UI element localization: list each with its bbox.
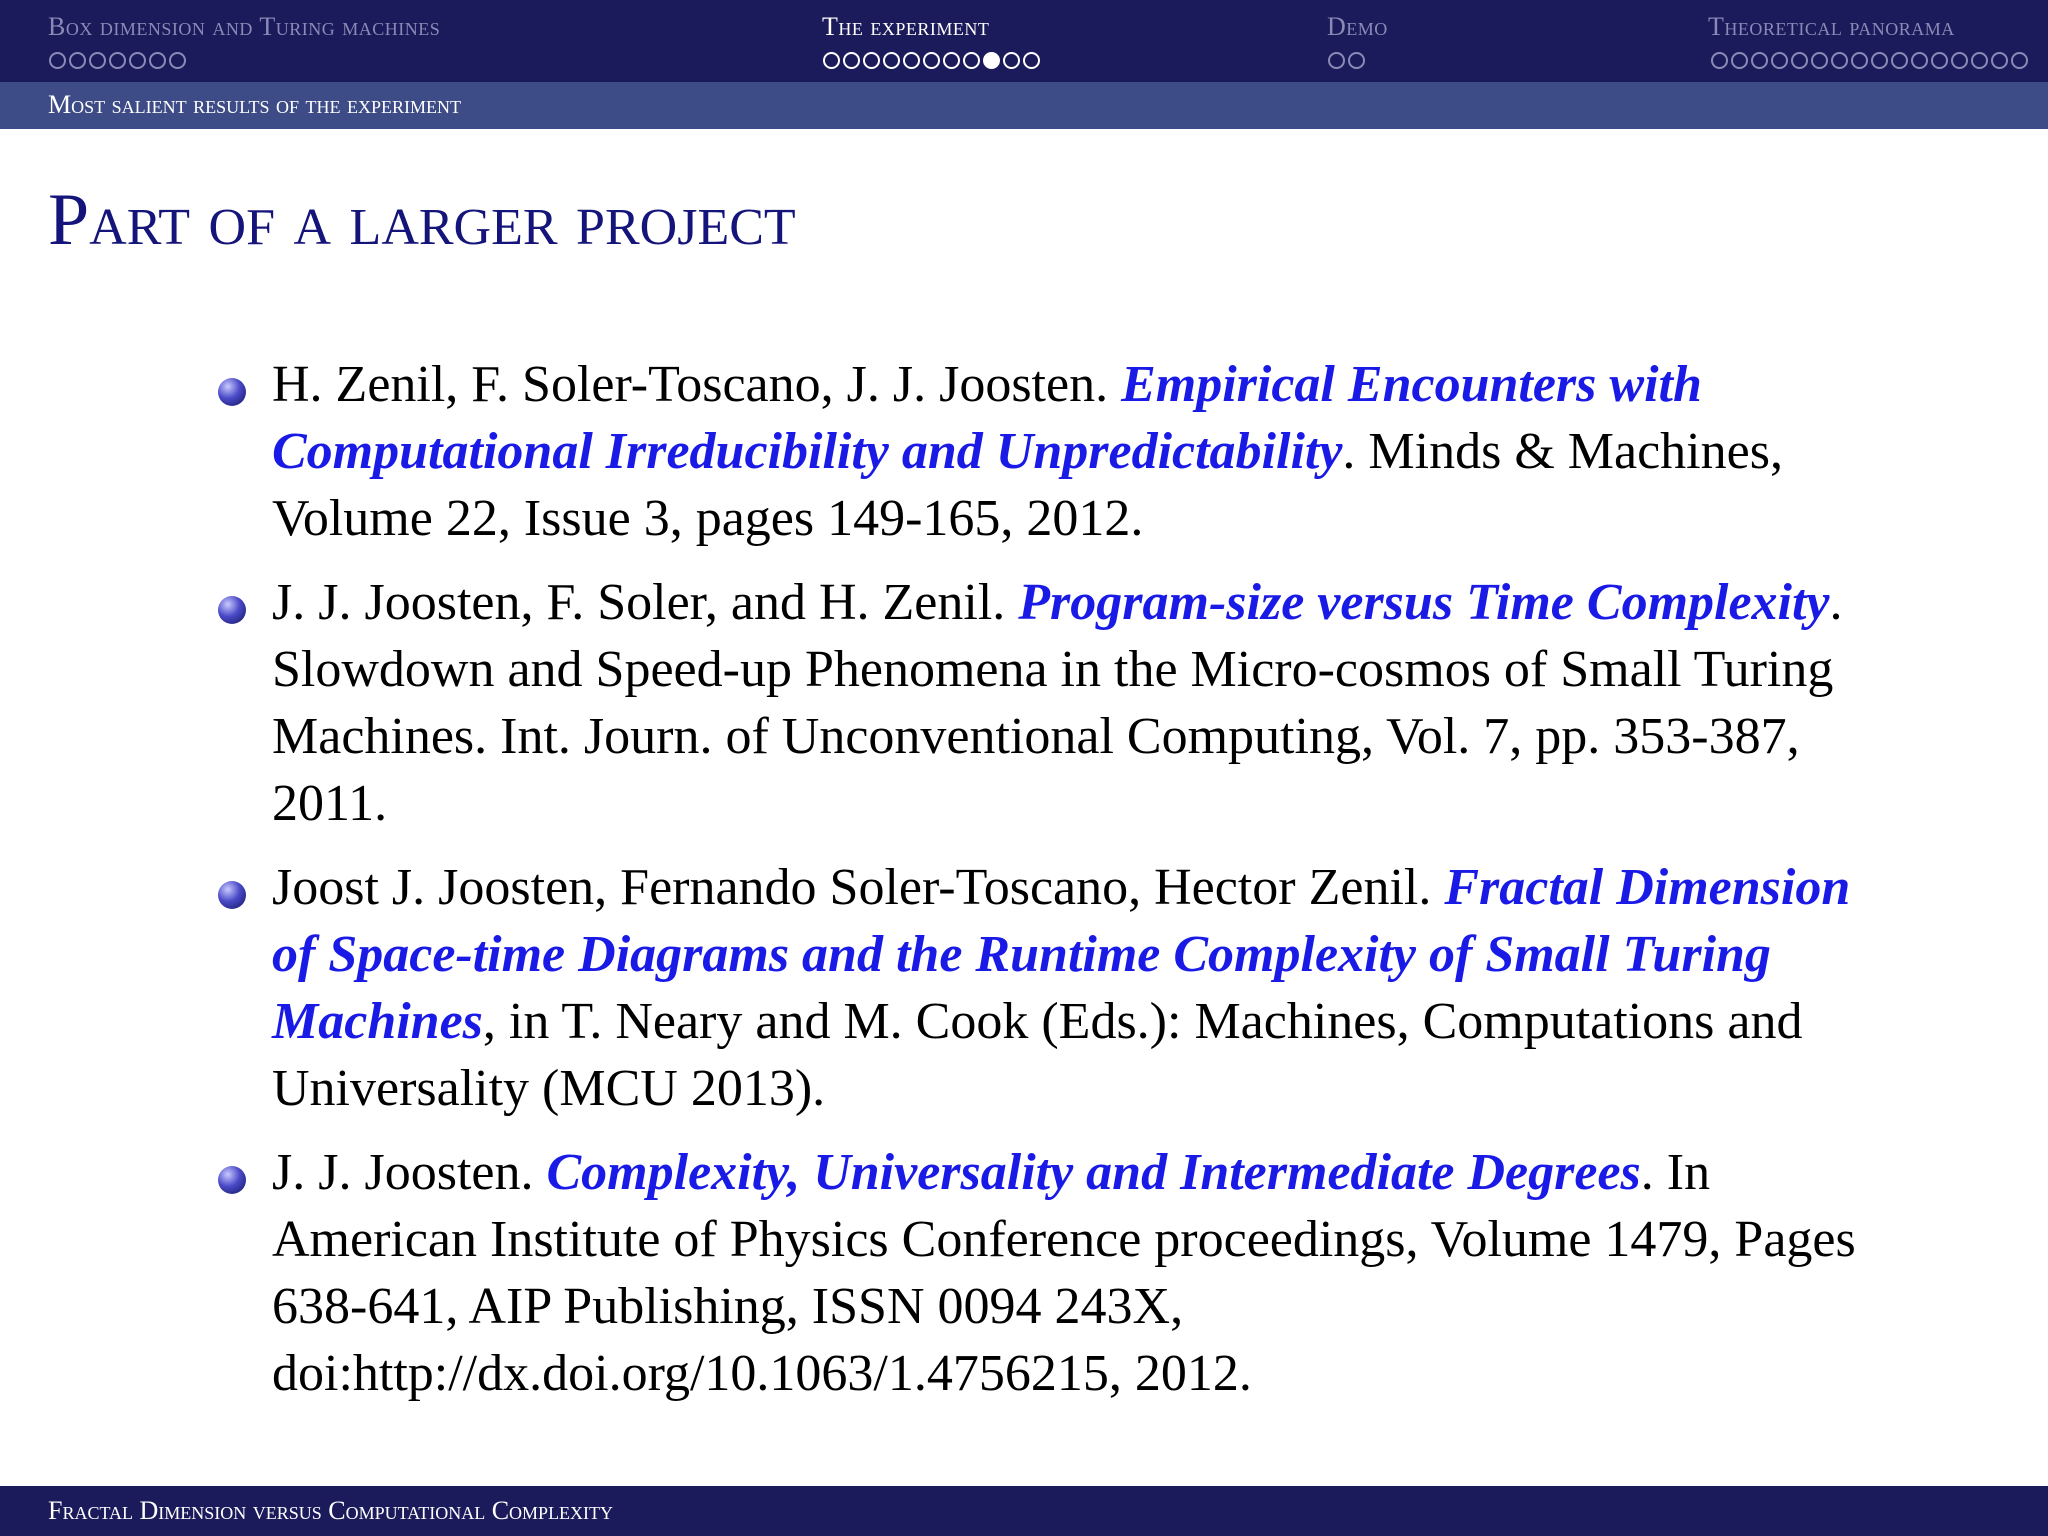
reference-authors: J. J. Joosten, F. Soler, and H. Zenil. — [272, 574, 1006, 631]
nav-dots-demo — [1328, 52, 1365, 69]
nav-dot[interactable] — [69, 52, 86, 69]
nav-section-the-experiment[interactable]: The experiment — [822, 12, 990, 41]
nav-dot[interactable] — [1751, 52, 1768, 69]
header-navigation-bar — [0, 0, 2048, 82]
nav-dot[interactable] — [1891, 52, 1908, 69]
nav-dot[interactable] — [1023, 52, 1040, 69]
reference-title-link[interactable]: Program-size versus Time Complexity — [1018, 574, 1830, 631]
bullet-ball-icon — [218, 596, 246, 624]
nav-dot[interactable] — [169, 52, 186, 69]
bullet-ball-icon — [218, 881, 246, 909]
nav-section-box-dimension[interactable]: Box dimension and Turing machines — [48, 12, 441, 41]
nav-dot[interactable] — [903, 52, 920, 69]
nav-dot[interactable] — [923, 52, 940, 69]
nav-dot[interactable] — [1851, 52, 1868, 69]
nav-dot[interactable] — [129, 52, 146, 69]
reference-item — [218, 351, 1898, 552]
reference-title-link[interactable]: Complexity, Universality and Intermediate Degrees — [546, 1144, 1641, 1201]
nav-section-theoretical-panorama[interactable]: Theoretical panorama — [1708, 12, 1955, 41]
reference-item — [218, 854, 1898, 1122]
reference-details: . In American Institute of Physics Conference proceedings, Volume 1479, Pages 638-641, AIP Publishing, ISSN 0094 243X, doi:http://dx.doi.org/10.1063/1.4756215, 2012. — [272, 1144, 1856, 1402]
nav-dot[interactable] — [2011, 52, 2028, 69]
nav-dot[interactable] — [943, 52, 960, 69]
nav-dot[interactable] — [1911, 52, 1928, 69]
nav-dot-current[interactable] — [983, 52, 1000, 69]
footer-title: Fractal Dimension versus Computational Complexity — [48, 1496, 614, 1525]
nav-dot[interactable] — [1831, 52, 1848, 69]
reference-item — [218, 569, 1898, 837]
nav-dots-box-dimension — [49, 52, 186, 69]
nav-dot[interactable] — [1871, 52, 1888, 69]
nav-dots-the-experiment — [823, 52, 1040, 69]
nav-dot[interactable] — [1811, 52, 1828, 69]
nav-dot[interactable] — [89, 52, 106, 69]
nav-dot[interactable] — [863, 52, 880, 69]
reference-title-link[interactable]: Empirical Encounters with Computational Irreducibility and Unpredictability — [272, 356, 1702, 480]
nav-dot[interactable] — [883, 52, 900, 69]
reference-list — [218, 351, 1898, 1424]
bullet-ball-icon — [218, 1166, 246, 1194]
reference-details: . Slowdown and Speed-up Phenomena in the Micro-cosmos of Small Turing Machines. Int. Journ. of Unconventional Computing, Vol. 7, pp. 353-387, 2011. — [272, 574, 1843, 832]
nav-dot[interactable] — [1951, 52, 1968, 69]
reference-authors: J. J. Joosten. — [272, 1144, 534, 1201]
nav-dot[interactable] — [1731, 52, 1748, 69]
nav-dot[interactable] — [1791, 52, 1808, 69]
reference-title-link[interactable]: Fractal Dimension of Space-time Diagrams and the Runtime Complexity of Small Turing Machines — [272, 859, 1851, 1050]
nav-dot[interactable] — [1348, 52, 1365, 69]
nav-dot[interactable] — [1771, 52, 1788, 69]
nav-section-demo[interactable]: Demo — [1327, 12, 1388, 41]
nav-dot[interactable] — [109, 52, 126, 69]
reference-details: . Minds & Machines, Volume 22, Issue 3, pages 149-165, 2012. — [272, 423, 1783, 547]
nav-dot[interactable] — [1931, 52, 1948, 69]
nav-dot[interactable] — [963, 52, 980, 69]
reference-item — [218, 1139, 1898, 1407]
nav-dot[interactable] — [1991, 52, 2008, 69]
reference-authors: Joost J. Joosten, Fernando Soler-Toscano, Hector Zenil. — [272, 859, 1432, 916]
nav-dot[interactable] — [49, 52, 66, 69]
nav-dot[interactable] — [843, 52, 860, 69]
reference-details: , in T. Neary and M. Cook (Eds.): Machines, Computations and Universality (MCU 2013). — [272, 993, 1803, 1117]
reference-authors: H. Zenil, F. Soler-Toscano, J. J. Joosten. — [272, 356, 1109, 413]
nav-dots-theoretical-panorama — [1711, 52, 2028, 69]
nav-dot[interactable] — [1328, 52, 1345, 69]
nav-dot[interactable] — [1711, 52, 1728, 69]
footer-bar — [0, 1486, 2048, 1536]
subsection-title: Most salient results of the experiment — [48, 90, 461, 119]
nav-dot[interactable] — [1971, 52, 1988, 69]
nav-dot[interactable] — [1003, 52, 1020, 69]
nav-dot[interactable] — [149, 52, 166, 69]
slide-title: Part of a larger project — [48, 179, 796, 261]
bullet-ball-icon — [218, 378, 246, 406]
nav-dot[interactable] — [823, 52, 840, 69]
subsection-bar — [0, 82, 2048, 129]
